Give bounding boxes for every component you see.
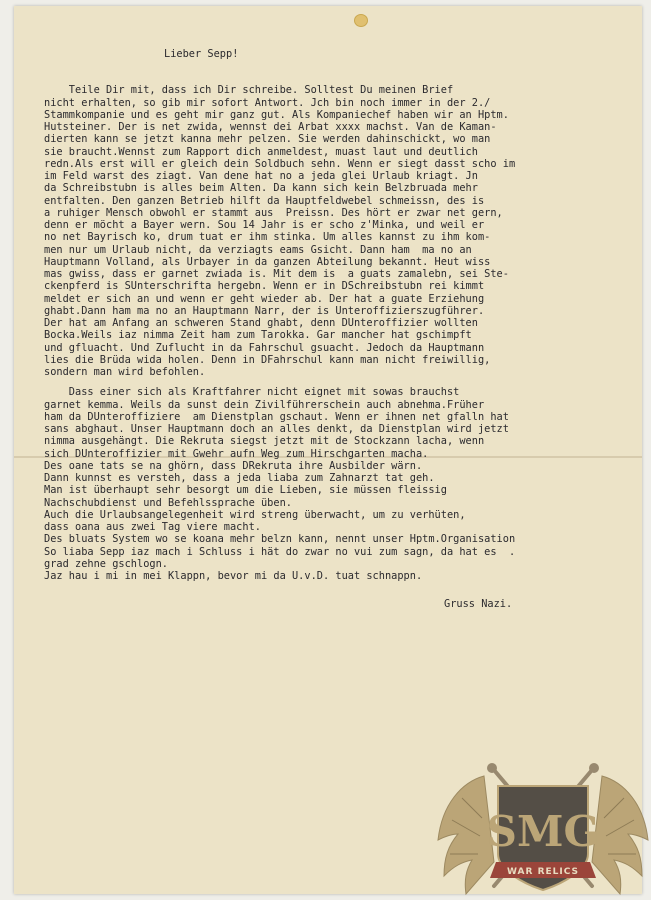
logo-subtitle: WAR RELICS (507, 867, 579, 877)
letter-line: dass oana aus zwei Tag viere macht. (44, 521, 261, 533)
letter-line: lies die Brüda wida holen. Denn in DFahrschul kann man nicht freiwillig, (44, 353, 491, 366)
letter-line: ghabt.Dann ham ma no an Hauptmann Narr, der is Unteroffizierszugführer. (44, 304, 485, 317)
letter-line: Hutsteiner. Der is net zwida, wennst dei Arbat xxxx machst. Van de Kaman- (44, 121, 497, 133)
letter-line: meldet er sich an und wenn er geht wieder ab. Der hat a guate Erziehung (44, 292, 485, 305)
letter-line: sans abghaut. Unser Hauptmann doch an alles denkt, da Dienstplan wird jetzt (44, 423, 509, 435)
letter-body (44, 48, 644, 611)
letter-line: Hauptmann Volland, als Urbayer in da ganzen Abteilung bekannt. Heut wiss (44, 255, 491, 268)
letter-line: und gfluacht. Und Zuflucht in da Fahrschul gsuacht. Jedoch da Hauptmann (44, 341, 485, 354)
letter-line: sie braucht.Wennst zum Rapport dich anmeldest, muast laut und deutlich (44, 145, 478, 158)
letter-line: im Feld warst des ziagt. Van dene hat no a jeda glei Urlaub kriagt. Jn (44, 170, 478, 182)
letter-line: redn.Als erst will er gleich dein Soldbuch sehn. Wenn er siegt dasst scho im (44, 157, 516, 170)
punch-hole (354, 14, 368, 27)
letter-line: Jaz hau i mi in mei Klappn, bevor mi da U.v.D. tuat schnappn. (44, 570, 423, 582)
sword-pommel-right (589, 763, 599, 773)
letter-line: no net Bayrisch ko, drum tuat er ihm stinka. Um alles kannst zu ihm kom- (44, 231, 491, 244)
letter-line: mas gwiss, dass er garnet zwiada is. Mit dem is a guats zamalebn, sei Ste- (44, 268, 509, 280)
letter-line: men nur um Urlaub nicht, da verziagts eams Gsicht. Dann ham ma no an (44, 243, 472, 256)
letter-line: Auch die Urlaubsangelegenheit wird streng überwacht, um zu verhüten, (44, 508, 466, 521)
letter-line: sondern man wird befohlen. (44, 366, 206, 378)
sword-pommel-left (487, 763, 497, 773)
letter-line: Teile Dir mit, dass ich Dir schreibe. Solltest Du meinen Brief (44, 84, 454, 97)
letter-line: denn er möcht a Bayer wern. Sou 14 Jahr is er scho z'Minka, und weil er (44, 219, 485, 231)
letter-line: nimma ausgehängt. Die Rekruta siegst jetzt mit de Stockzann lacha, wenn (44, 435, 485, 448)
paragraph-2 (44, 386, 644, 582)
letter-line: Der hat am Anfang an schweren Stand ghabt, denn DUnteroffizier wollten (44, 317, 478, 329)
letter-greeting: Lieber Sepp! (164, 48, 239, 60)
letter-line: entfalten. Den ganzen Betrieb hilft da Hauptfeldwebel schmeissn, des is (44, 194, 485, 207)
letter-line: Des oane tats se na ghörn, dass DRekruta ihre Ausbilder wärn. (44, 459, 423, 472)
letter-signature: Gruss Nazi. (444, 598, 513, 611)
letter-line: Bocka.Weils iaz nimma Zeit ham zum Tarokka. Gar mancher hat gschimpft (44, 329, 472, 342)
letter-line: a ruhiger Mensch obwohl er stammt aus Preissn. Des hört er zwar net gern, (44, 206, 503, 219)
letter-line: garnet kemma. Weils da sunst dein Zivilführerschein auch abnehma.Früher (44, 398, 485, 411)
letter-line: Dann kunnst es versteh, dass a jeda liaba zum Zahnarzt tat geh. (44, 472, 435, 484)
letter-line: sich DUnteroffizier mit Gwehr aufn Weg zum Hirschgarten macha. (44, 447, 429, 460)
right-wing-icon (592, 776, 648, 894)
letter-line: Man ist überhaupt sehr besorgt um die Lieben, sie müssen fleissig (44, 484, 447, 497)
letter-line: ham da DUnteroffiziere am Dienstplan gschaut. Wenn er ihnen net gfalln hat (44, 410, 509, 423)
letter-line: Dass einer sich als Kraftfahrer nicht eignet mit sowas brauchst (44, 386, 460, 399)
letter-line: nicht erhalten, so gib mir sofort Antwort. Jch bin noch immer in der 2./ (44, 96, 491, 109)
letter-line: dierten kann se jetzt kanna mehr pelzen. Sie werden dahinschickt, wo man (44, 133, 491, 146)
paragraph-1 (44, 84, 644, 378)
letter-line: Nachschubdienst und Befehlssprache üben. (44, 496, 292, 509)
letter-line: da Schreibstubn is alles beim Alten. Da kann sich kein Belzbruada mehr (44, 182, 478, 195)
letter-line: Des bluats System wo se koana mehr belzn kann, nennt unser Hptm.Organisation (44, 533, 516, 546)
letter-line: Stammkompanie und es geht mir ganz gut. Als Kompaniechef haben wir an Hptm. (44, 108, 509, 121)
letter-line: So liaba Sepp iaz mach i Schluss i hät do zwar no vui zum sagn, da hat es . (44, 545, 516, 558)
logo-text: SMG (486, 807, 600, 856)
smg-war-relics-watermark (432, 758, 651, 898)
letter-line: ckenpferd is SUnterschrifta hergebn. Wenn er in DSchreibstubn rei kimmt (44, 280, 485, 293)
left-wing-icon (438, 776, 494, 894)
letter-line: grad zehne gschlogn. (44, 557, 168, 570)
letter-sheet (14, 6, 642, 894)
